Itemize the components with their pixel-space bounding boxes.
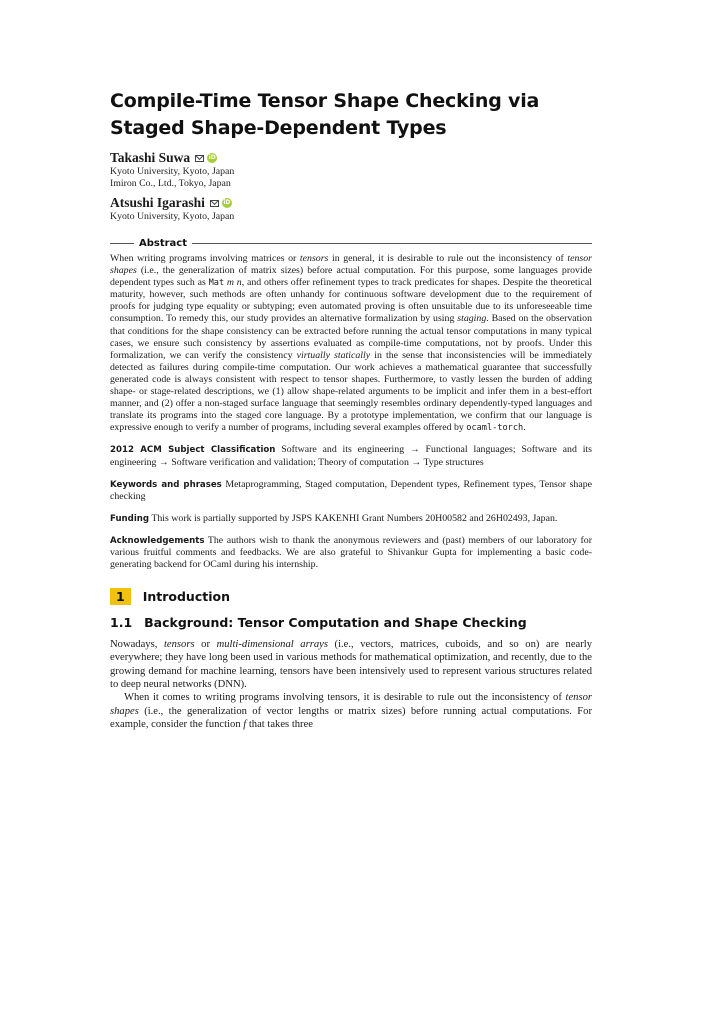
text-run: (i.e., the generalization of matrix sizes) before actual computation. For this purpose, some languages provide dependent types such as <box>110 265 592 289</box>
author-block-2 <box>110 195 592 223</box>
author-name-text: Atsushi Igarashi <box>110 195 205 210</box>
paragraph <box>110 691 592 731</box>
author-block-1 <box>110 150 592 190</box>
orcid-icon[interactable]: iD <box>208 154 216 161</box>
emphasis: tensors <box>299 253 329 264</box>
text-run: in general, it is desirable to rule out the inconsistency of <box>328 253 568 264</box>
paragraph <box>110 638 592 691</box>
keywords-label: Keywords and phrases <box>110 479 222 490</box>
emphasis: tensor shapes <box>110 692 592 717</box>
text-run: . Based on the observation that conditions for the shape consistency can be extracted before running the actual tensor computations in many typical cases, we ensure such consistency by assertions evaluated as compile-time computations, not by proofs. Under this formalization, we can verify the consistency <box>110 313 592 361</box>
emphasis: multi-dimensional arrays <box>216 639 328 651</box>
section-number: 1 <box>110 588 131 605</box>
text-run: (i.e., vectors, matrices, cuboids, and so on) are nearly everywhere; they have long been used in various methods for mathematical optimization, and recently, due to the growing demand for machine learning, tensors have been intensively used to represent various structures related to deep neural networks (DNN). <box>110 639 593 691</box>
abstract-text <box>110 253 592 434</box>
subsection-heading <box>110 615 592 633</box>
section-title: Introduction <box>142 588 230 604</box>
author-name-text: Takashi Suwa <box>110 150 191 165</box>
acm-classification-label: 2012 ACM Subject Classification <box>110 445 276 456</box>
paper-title: Compile-Time Tensor Shape Checking via Staged Shape-Dependent Types <box>110 90 540 139</box>
acm-classification-value: Software and its engineering → Functional languages; Software and its engineering → Software verification and validation; Theory of computation → Type structures <box>110 444 592 468</box>
keywords-value: Metaprogramming, Staged computation, Dependent types, Refinement types, Tensor shape checking <box>110 478 592 502</box>
section-heading <box>110 586 592 606</box>
funding-value: This work is partially supported by JSPS KAKENHI Grant Numbers 20H00582 and 26H02493, Japan. <box>151 512 558 524</box>
text-run: . <box>523 422 526 434</box>
emphasis: tensor shapes <box>110 253 593 277</box>
text-run: When it comes to writing programs involving tensors, it is desirable to rule out the inconsistency of <box>124 692 566 704</box>
paper-page <box>110 88 592 731</box>
funding-label: Funding <box>110 513 150 524</box>
introduction-body <box>110 638 592 731</box>
orcid-icon[interactable]: iD <box>223 199 231 206</box>
rule-divider <box>110 243 134 244</box>
text-run: Nowadays, <box>110 639 164 651</box>
keywords <box>110 479 592 503</box>
code-snippet: Mat <box>208 278 225 289</box>
text-run: in the sense that inconsistencies will be immediately detected as failures during compile-time computation. Our work achieves a mathematical guarantee that successfully generated code is always consistent with respect to tensor shapes. Furthermore, to vastly lessen the burden of adding shape- or stage-related descriptions, we (1) allow shape-related arguments to be implicit and infer them in a best-effort manner, and (2) offer a non-staged surface language that seemingly resembles ordinary dependently-typed languages and translate its programs into the staged core language. By a prototype implementation, we confirm that our language is expressive enough to verify a number of programs, including several examples offered by <box>110 349 592 434</box>
acknowledgements <box>110 535 592 571</box>
text-run: that takes three <box>246 718 313 730</box>
acknowledgements-label: Acknowledgements <box>110 535 205 546</box>
text-run: When writing programs involving matrices or <box>110 253 300 264</box>
author-affiliation: Kyoto University, Kyoto, Japan <box>110 166 235 177</box>
subsection-number: 1.1 <box>110 615 133 631</box>
code-snippet: ocaml-torch <box>466 423 524 434</box>
text-run: (i.e., the generalization of vector lengths or matrix sizes) before running actual computations. For example, consider the function <box>110 705 592 730</box>
email-icon[interactable] <box>195 155 204 162</box>
author-name <box>110 195 592 211</box>
math: f <box>243 718 247 730</box>
abstract-heading: Abstract <box>139 237 188 249</box>
subsection-title: Background: Tensor Computation and Shape Checking <box>144 615 527 631</box>
text-run: , and others offer refinement types to track predicates for shapes. Despite the theoretical maturity, however, such methods are often unhandy for continuous software development due to the requirement of proofs for judging type equality or subtyping; even automated proving is often unsuitable due to its unforeseeable time consumption. To remedy this, our study provides an alternative formalization by using <box>110 277 592 325</box>
author-affiliation: Kyoto University, Kyoto, Japan <box>110 211 235 222</box>
rule-divider <box>192 243 592 244</box>
emphasis: virtually statically <box>296 349 371 361</box>
author-affiliation: Imiron Co., Ltd., Tokyo, Japan <box>110 178 231 189</box>
acm-classification <box>110 444 592 468</box>
funding <box>110 513 592 525</box>
acknowledgements-value: The authors wish to thank the anonymous reviewers and (past) members of our laboratory for various fruitful comments and feedbacks. We are also grateful to Shivankur Gupta for implementing a basic code-generating backend for OCaml during his internship. <box>110 534 592 571</box>
text-run: or <box>194 639 217 651</box>
abstract-heading-rule <box>110 237 592 249</box>
emphasis: staging <box>457 313 487 325</box>
author-name <box>110 150 592 166</box>
math: m n <box>224 277 242 289</box>
emphasis: tensors <box>163 639 195 651</box>
email-icon[interactable] <box>210 200 219 207</box>
